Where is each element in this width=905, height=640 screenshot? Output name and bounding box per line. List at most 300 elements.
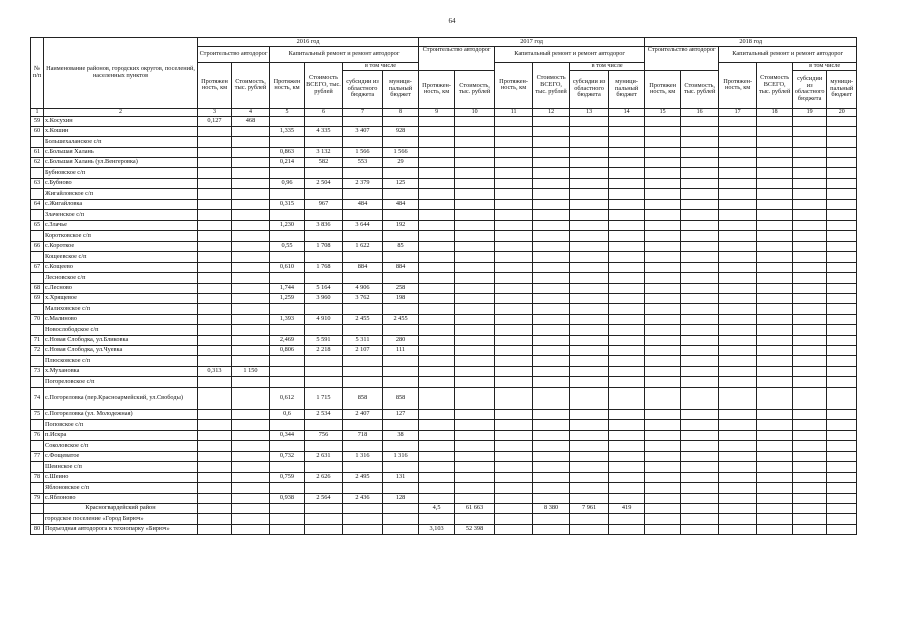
cell-col-18 [757,303,793,314]
cell-col-15 [645,430,681,440]
cell-col-20 [827,524,857,534]
table-row [31,178,857,188]
cell-col-18 [757,503,793,513]
cell-col-13 [570,178,609,188]
cell-col-15 [645,230,681,241]
cell-col-18 [757,419,793,430]
cell-col-14 [609,524,645,534]
cell-col-4 [232,503,270,513]
column-number: 19 [793,108,827,116]
cell-col-10: 61 663 [455,503,495,513]
cell-col-9 [419,178,455,188]
cell-col-10 [455,513,495,524]
cell-col-16 [681,355,719,366]
cell-col-11 [495,209,533,220]
cell-col-8 [383,324,419,335]
cell-col-10 [455,167,495,178]
cell-col-4 [232,335,270,345]
cell-col-18 [757,262,793,272]
column-number: 13 [570,108,609,116]
cell-col-8 [383,355,419,366]
cell-col-13 [570,251,609,262]
cell-col-7: 2 495 [343,472,383,482]
cell-col-12 [533,220,570,230]
cell-col-14 [609,345,645,355]
row-number: 70 [31,314,44,324]
cell-col-3 [198,188,232,199]
cell-col-10 [455,387,495,409]
cell-col-15 [645,283,681,293]
cell-col-10 [455,188,495,199]
row-number [31,440,44,451]
row-number: 65 [31,220,44,230]
header-cost-c-2016: Стоимость, тыс. рублей [232,63,270,109]
cell-col-19 [793,188,827,199]
cell-col-20 [827,220,857,230]
cell-col-7 [343,209,383,220]
cell-col-20 [827,241,857,251]
table-row [31,345,857,355]
cell-col-4 [232,262,270,272]
cell-col-15 [645,387,681,409]
table-row [31,409,857,419]
cell-col-12 [533,376,570,387]
cell-col-8: 29 [383,157,419,167]
cell-col-7: 858 [343,387,383,409]
cell-col-13: 7 961 [570,503,609,513]
cell-col-19 [793,503,827,513]
cell-col-3 [198,241,232,251]
cell-col-13 [570,451,609,461]
cell-col-11 [495,116,533,126]
cell-col-18 [757,430,793,440]
section-name: Жигайловское с/п [44,188,198,199]
cell-col-15 [645,199,681,209]
cell-col-11 [495,461,533,472]
cell-col-7: 4 906 [343,283,383,293]
cell-col-16 [681,493,719,503]
cell-col-12 [533,188,570,199]
cell-col-3 [198,409,232,419]
cell-col-15 [645,513,681,524]
cell-col-17 [719,283,757,293]
cell-col-11 [495,335,533,345]
cell-col-14 [609,188,645,199]
cell-col-12 [533,335,570,345]
cell-col-12 [533,209,570,220]
cell-col-14 [609,178,645,188]
cell-col-7: 3 644 [343,220,383,230]
cell-col-20 [827,366,857,376]
section-row [31,482,857,493]
cell-col-3 [198,136,232,147]
cell-col-16 [681,387,719,409]
cell-col-18 [757,251,793,262]
cell-col-17 [719,262,757,272]
row-number [31,303,44,314]
cell-col-16 [681,230,719,241]
cell-col-17 [719,355,757,366]
cell-col-15 [645,188,681,199]
cell-col-11 [495,314,533,324]
cell-col-8: 258 [383,283,419,293]
section-row [31,272,857,283]
cell-col-5 [270,188,305,199]
cell-col-18 [757,451,793,461]
cell-col-18 [757,335,793,345]
settlement-name: с.Погореловка (пер.Красноармейский, ул.Свободы) [44,387,198,409]
cell-col-20 [827,440,857,451]
row-number: 74 [31,387,44,409]
row-number [31,188,44,199]
cell-col-7 [343,376,383,387]
row-number: 63 [31,178,44,188]
column-number: 15 [645,108,681,116]
cell-col-10 [455,199,495,209]
cell-col-8: 125 [383,178,419,188]
cell-col-20 [827,345,857,355]
table-row [31,241,857,251]
cell-col-4: 1 150 [232,366,270,376]
cell-col-19 [793,157,827,167]
cell-col-10 [455,251,495,262]
cell-col-14 [609,451,645,461]
cell-col-15 [645,303,681,314]
cell-col-8 [383,440,419,451]
cell-col-19 [793,178,827,188]
cell-col-8 [383,188,419,199]
cell-col-17 [719,220,757,230]
settlement-name: Красногвардейский район [44,503,198,513]
cell-col-20 [827,293,857,303]
cell-col-12 [533,524,570,534]
cell-col-20 [827,116,857,126]
cell-col-15 [645,472,681,482]
section-row [31,209,857,220]
table-row [31,366,857,376]
table-header [31,38,857,117]
cell-col-16 [681,472,719,482]
cell-col-18 [757,272,793,283]
cell-col-11 [495,493,533,503]
row-number [31,251,44,262]
cell-col-4 [232,251,270,262]
cell-col-3 [198,472,232,482]
cell-col-3 [198,419,232,430]
cell-col-17 [719,167,757,178]
cell-col-3 [198,167,232,178]
cell-col-6 [305,251,343,262]
cell-col-20 [827,314,857,324]
cell-col-13 [570,440,609,451]
cell-col-4 [232,293,270,303]
cell-col-4 [232,126,270,136]
cell-col-8: 128 [383,493,419,503]
cell-col-9 [419,147,455,157]
cell-col-6: 3 960 [305,293,343,303]
cell-col-14 [609,199,645,209]
cell-col-4 [232,209,270,220]
cell-col-6 [305,419,343,430]
cell-col-6: 1 708 [305,241,343,251]
section-name: Шеинское с/п [44,461,198,472]
cell-col-18 [757,209,793,220]
header-year-2017: 2017 год [419,38,645,47]
cell-col-6 [305,440,343,451]
cell-col-5: 0,6 [270,409,305,419]
cell-col-20 [827,147,857,157]
cell-col-6 [305,324,343,335]
cell-col-10 [455,126,495,136]
header-incl-2018: в том числе [793,63,857,71]
cell-col-15 [645,147,681,157]
cell-col-6 [305,376,343,387]
cell-col-12 [533,513,570,524]
cell-col-15 [645,314,681,324]
row-number: 73 [31,366,44,376]
cell-col-12 [533,303,570,314]
cell-col-18 [757,283,793,293]
cell-col-8 [383,136,419,147]
cell-col-15 [645,293,681,303]
cell-col-17 [719,230,757,241]
cell-col-4 [232,472,270,482]
cell-col-15 [645,178,681,188]
cell-col-8 [383,116,419,126]
cell-col-4 [232,387,270,409]
row-number: 78 [31,472,44,482]
cell-col-11 [495,220,533,230]
cell-col-7: 3 762 [343,293,383,303]
cell-col-18 [757,241,793,251]
cell-col-11 [495,482,533,493]
cell-col-14 [609,409,645,419]
cell-col-6 [305,513,343,524]
cell-col-6: 5 164 [305,283,343,293]
cell-col-4 [232,451,270,461]
cell-col-18 [757,355,793,366]
cell-col-11 [495,126,533,136]
section-name: Яблоновское с/п [44,482,198,493]
cell-col-11 [495,147,533,157]
cell-col-16 [681,419,719,430]
cell-col-10 [455,147,495,157]
cell-col-7 [343,136,383,147]
cell-col-13 [570,241,609,251]
cell-col-10 [455,324,495,335]
cell-col-5: 1,259 [270,293,305,303]
settlement-name: х.Мухановка [44,366,198,376]
cell-col-4: 468 [232,116,270,126]
cell-col-14 [609,461,645,472]
cell-col-7 [343,251,383,262]
cell-col-13 [570,126,609,136]
cell-col-3: 0,127 [198,116,232,126]
cell-col-6: 2 504 [305,178,343,188]
cell-col-6 [305,136,343,147]
cell-col-11 [495,430,533,440]
cell-col-6 [305,230,343,241]
cell-col-13 [570,199,609,209]
cell-col-11 [495,272,533,283]
header-incl-2017: в том числе [570,63,645,71]
cell-col-17 [719,345,757,355]
cell-col-14 [609,136,645,147]
cell-col-12 [533,366,570,376]
cell-col-11 [495,355,533,366]
settlement-name: Подъездная автодорога к технопарку «Бирюч» [44,524,198,534]
column-number: 8 [383,108,419,116]
cell-col-12 [533,345,570,355]
cell-col-19 [793,335,827,345]
cell-col-10 [455,116,495,126]
cell-col-18 [757,524,793,534]
cell-col-8: 280 [383,335,419,345]
cell-col-3 [198,262,232,272]
cell-col-15 [645,324,681,335]
cell-col-5: 1,393 [270,314,305,324]
column-number: 5 [270,108,305,116]
cell-col-16 [681,524,719,534]
cell-col-5: 0,759 [270,472,305,482]
cell-col-19 [793,345,827,355]
table-row [31,157,857,167]
cell-col-9 [419,283,455,293]
cell-col-4 [232,430,270,440]
cell-col-10 [455,293,495,303]
cell-col-5 [270,136,305,147]
header-length-r-2017: Протяжен- ность, км [495,63,533,109]
cell-col-14 [609,440,645,451]
cell-col-17 [719,461,757,472]
cell-col-7: 2 455 [343,314,383,324]
header-subsidy-2018: субсидии из областного бюджета [793,70,827,108]
cell-col-7: 1 622 [343,241,383,251]
row-number [31,272,44,283]
cell-col-7 [343,303,383,314]
cell-col-8: 38 [383,430,419,440]
cell-col-15 [645,220,681,230]
cell-col-16 [681,126,719,136]
cell-col-18 [757,147,793,157]
cell-col-15 [645,440,681,451]
section-name: Новослободское с/п [44,324,198,335]
cell-col-6: 756 [305,430,343,440]
row-number: 75 [31,409,44,419]
cell-col-20 [827,376,857,387]
header-municipal-2018: муници- пальный бюджет [827,70,857,108]
cell-col-12 [533,251,570,262]
cell-col-20 [827,199,857,209]
cell-col-20 [827,126,857,136]
cell-col-16 [681,376,719,387]
cell-col-5 [270,324,305,335]
cell-col-12 [533,199,570,209]
row-number [31,461,44,472]
cell-col-7 [343,324,383,335]
cell-col-5 [270,376,305,387]
cell-col-9 [419,262,455,272]
column-number-row [31,108,857,116]
cell-col-16 [681,303,719,314]
cell-col-8: 2 455 [383,314,419,324]
cell-col-15 [645,419,681,430]
cell-col-14 [609,272,645,283]
cell-col-14 [609,513,645,524]
row-number: 59 [31,116,44,126]
cell-col-9 [419,241,455,251]
cell-col-19 [793,513,827,524]
header-cost-total-2018: Стоимость ВСЕГО, тыс. рублей [757,63,793,109]
section-row [31,355,857,366]
cell-col-20 [827,167,857,178]
cell-col-12 [533,157,570,167]
section-name: городское поселение «Город Бирюч» [44,513,198,524]
header-cost-c-2017: Стоимость, тыс. рублей [455,70,495,108]
cell-col-16 [681,147,719,157]
cell-col-8 [383,513,419,524]
cell-col-8 [383,419,419,430]
cell-col-6: 1 715 [305,387,343,409]
cell-col-17 [719,178,757,188]
cell-col-16 [681,451,719,461]
cell-col-9 [419,387,455,409]
cell-col-15 [645,345,681,355]
cell-col-7: 1 316 [343,451,383,461]
cell-col-11 [495,366,533,376]
section-row [31,376,857,387]
cell-col-17 [719,503,757,513]
cell-col-3 [198,430,232,440]
cell-col-10: 52 398 [455,524,495,534]
cell-col-20 [827,430,857,440]
cell-col-8: 928 [383,126,419,136]
header-row-no: № п/п [31,38,44,109]
cell-col-6: 5 591 [305,335,343,345]
cell-col-7 [343,188,383,199]
row-number [31,136,44,147]
cell-col-18 [757,472,793,482]
cell-col-20 [827,503,857,513]
row-number [31,482,44,493]
cell-col-16 [681,209,719,220]
cell-col-15 [645,136,681,147]
cell-col-13 [570,209,609,220]
cell-col-14 [609,230,645,241]
cell-col-14 [609,167,645,178]
cell-col-4 [232,482,270,493]
cell-col-15 [645,241,681,251]
cell-col-17 [719,376,757,387]
cell-col-14 [609,335,645,345]
cell-col-9 [419,493,455,503]
cell-col-11 [495,303,533,314]
cell-col-16 [681,366,719,376]
cell-col-5 [270,209,305,220]
cell-col-19 [793,262,827,272]
cell-col-6: 582 [305,157,343,167]
cell-col-5: 0,96 [270,178,305,188]
cell-col-5: 1,230 [270,220,305,230]
cell-col-3 [198,220,232,230]
table-row [31,335,857,345]
cell-col-20 [827,513,857,524]
cell-col-12 [533,241,570,251]
column-number: 1 [31,108,44,116]
cell-col-12 [533,230,570,241]
cell-col-19 [793,199,827,209]
cell-col-14: 419 [609,503,645,513]
